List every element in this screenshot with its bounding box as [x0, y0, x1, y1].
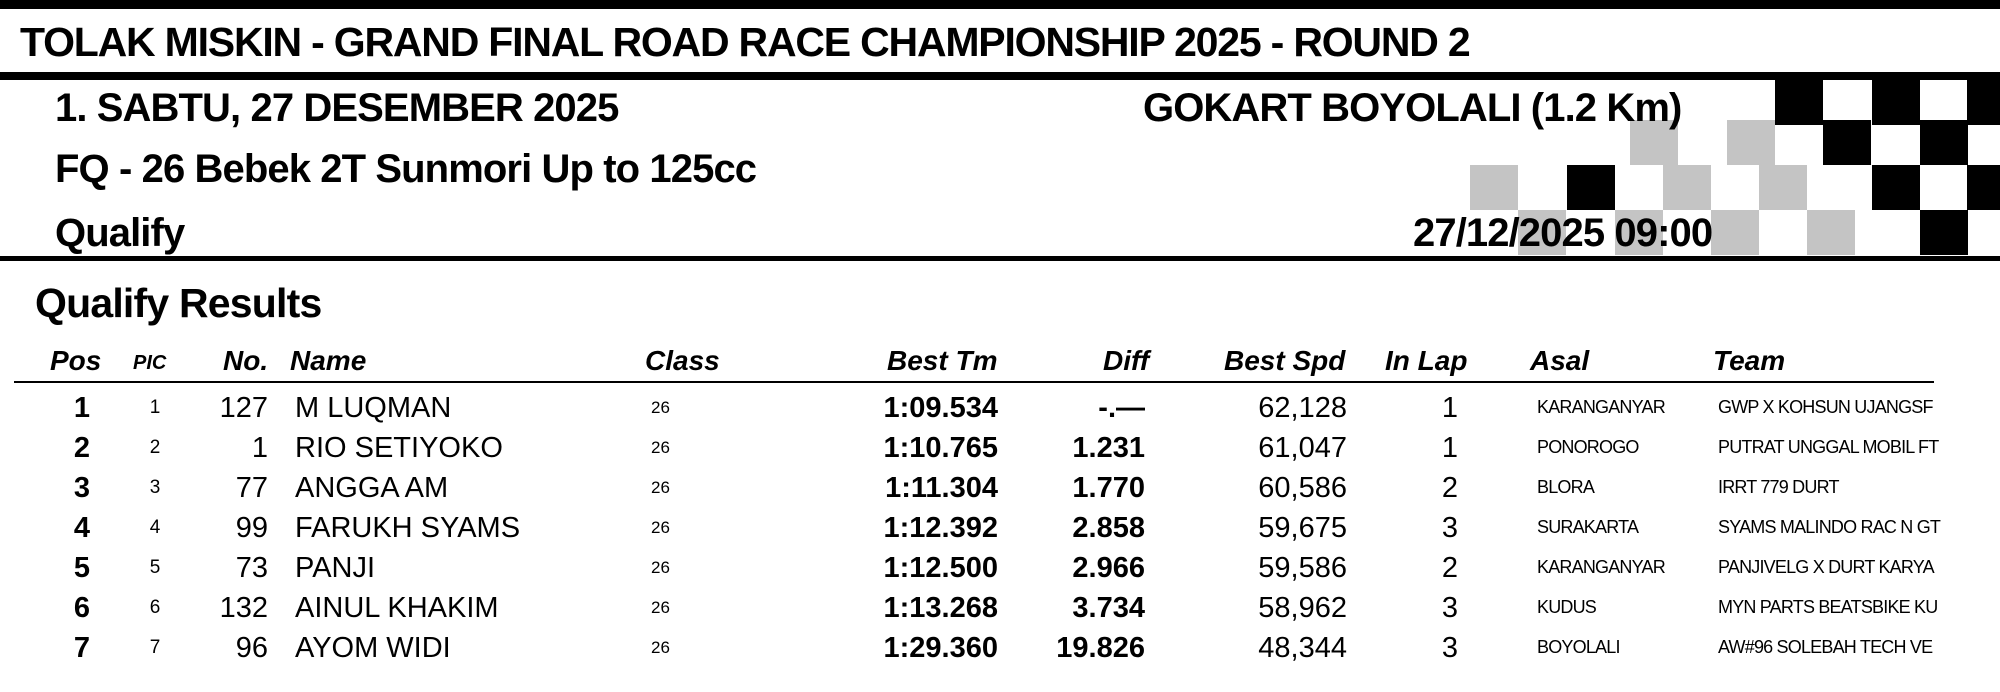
- row-best-speed: 59,586: [1258, 552, 1347, 584]
- row-best-speed: 58,962: [1258, 592, 1347, 624]
- row-best-speed: 59,675: [1258, 512, 1347, 544]
- col-header-best-tm: Best Tm: [887, 345, 998, 376]
- row-in-lap: 1: [1441, 392, 1459, 424]
- row-name: RIO SETIYOKO: [295, 432, 503, 464]
- row-diff: 3.734: [1072, 592, 1145, 624]
- row-pic: 5: [149, 557, 161, 578]
- row-best-time: 1:10.765: [883, 432, 998, 464]
- row-pos: 5: [73, 552, 90, 584]
- row-asal: KARANGANYAR: [1537, 397, 1665, 417]
- row-asal: KARANGANYAR: [1537, 557, 1665, 577]
- row-name: PANJI: [295, 552, 376, 584]
- row-team: MYN PARTS BEATSBIKE KU: [1718, 597, 1938, 617]
- column-header-rule: [14, 381, 1934, 383]
- row-diff: 1.770: [1072, 472, 1145, 504]
- row-number: 127: [219, 392, 268, 424]
- row-pic: 4: [149, 517, 161, 538]
- row-pic: 3: [149, 477, 161, 498]
- col-header-class: Class: [645, 345, 720, 376]
- row-in-lap: 3: [1441, 632, 1459, 664]
- row-name: ANGGA AM: [295, 472, 449, 504]
- top-border: [0, 0, 2000, 9]
- row-asal: KUDUS: [1537, 597, 1597, 617]
- row-pos: 4: [73, 512, 90, 544]
- row-team: AW#96 SOLEBAH TECH VE: [1718, 637, 1933, 657]
- row-name: AINUL KHAKIM: [295, 592, 499, 624]
- row-team: SYAMS MALINDO RAC N GT: [1718, 517, 1941, 537]
- row-pos: 2: [73, 432, 90, 464]
- header-bottom-rule: [0, 256, 2000, 261]
- row-in-lap: 3: [1441, 592, 1459, 624]
- race-class: FQ - 26 Bebek 2T Sunmori Up to 125cc: [55, 147, 757, 191]
- col-header-team: Team: [1713, 345, 1786, 376]
- row-pos: 7: [73, 632, 90, 664]
- row-pic: 2: [149, 437, 161, 458]
- col-header-asal: Asal: [1530, 345, 1590, 376]
- row-best-time: 1:12.500: [883, 552, 998, 584]
- row-in-lap: 2: [1441, 552, 1459, 584]
- row-class: 26: [651, 478, 670, 497]
- row-number: 73: [235, 552, 268, 584]
- row-class: 26: [651, 638, 670, 657]
- row-in-lap: 3: [1441, 512, 1459, 544]
- row-team: IRRT 779 DURT: [1718, 477, 1839, 497]
- row-best-time: 1:11.304: [885, 472, 998, 504]
- row-number: 1: [251, 432, 268, 464]
- row-number: 77: [235, 472, 268, 504]
- row-team: GWP X KOHSUN UJANGSF: [1718, 397, 1933, 417]
- section-title: Qualify Results: [35, 280, 322, 326]
- row-pic: 6: [149, 597, 161, 618]
- session-name: Qualify: [55, 211, 185, 255]
- row-name: AYOM WIDI: [295, 632, 451, 664]
- row-pic: 7: [149, 637, 161, 658]
- col-header-name: Name: [290, 345, 367, 376]
- row-asal: SURAKARTA: [1537, 517, 1639, 537]
- row-diff: 2.858: [1072, 512, 1145, 544]
- row-pos: 3: [73, 472, 90, 504]
- circuit-name: GOKART BOYOLALI (1.2 Km): [1143, 86, 1682, 130]
- row-class: 26: [651, 598, 670, 617]
- row-class: 26: [651, 518, 670, 537]
- title-underline: [0, 72, 2000, 80]
- row-team: PANJIVELG X DURT KARYA: [1718, 557, 1934, 577]
- row-team: PUTRAT UNGGAL MOBIL FT: [1718, 437, 1939, 457]
- event-title: TOLAK MISKIN - GRAND FINAL ROAD RACE CHAMPIONSHIP 2025 - ROUND 2: [20, 19, 1470, 65]
- col-header-best-spd: Best Spd: [1224, 345, 1346, 376]
- session-datetime: 27/12/2025 09:00: [1413, 211, 1713, 255]
- row-asal: BLORA: [1537, 477, 1595, 497]
- col-header-pos: Pos: [50, 345, 102, 376]
- col-header-pic: PIC: [133, 352, 167, 374]
- row-pos: 6: [73, 592, 90, 624]
- row-diff: 2.966: [1072, 552, 1145, 584]
- row-best-time: 1:09.534: [883, 392, 998, 424]
- row-class: 26: [651, 558, 670, 577]
- row-best-speed: 60,586: [1258, 472, 1347, 504]
- row-best-speed: 48,344: [1258, 632, 1347, 664]
- row-pos: 1: [73, 392, 90, 424]
- row-diff: 1.231: [1072, 432, 1145, 464]
- row-class: 26: [651, 398, 670, 417]
- row-best-time: 1:29.360: [883, 632, 998, 664]
- row-asal: BOYOLALI: [1537, 637, 1620, 657]
- row-name: FARUKH SYAMS: [295, 512, 521, 544]
- row-name: M LUQMAN: [295, 392, 452, 424]
- row-best-speed: 62,128: [1258, 392, 1347, 424]
- col-header-diff: Diff: [1103, 345, 1150, 376]
- row-best-time: 1:13.268: [883, 592, 998, 624]
- row-number: 99: [235, 512, 268, 544]
- col-header-in-lap: In Lap: [1385, 345, 1468, 376]
- row-pic: 1: [149, 397, 161, 418]
- event-day: 1. SABTU, 27 DESEMBER 2025: [55, 86, 619, 130]
- row-asal: PONOROGO: [1537, 437, 1639, 457]
- row-class: 26: [651, 438, 670, 457]
- row-in-lap: 1: [1441, 432, 1459, 464]
- row-best-speed: 61,047: [1258, 432, 1347, 464]
- row-diff: -.—: [1098, 392, 1145, 424]
- row-diff: 19.826: [1056, 632, 1145, 664]
- row-best-time: 1:12.392: [883, 512, 998, 544]
- col-header-no: No.: [223, 345, 269, 376]
- row-in-lap: 2: [1441, 472, 1459, 504]
- row-number: 96: [235, 632, 268, 664]
- row-number: 132: [219, 592, 268, 624]
